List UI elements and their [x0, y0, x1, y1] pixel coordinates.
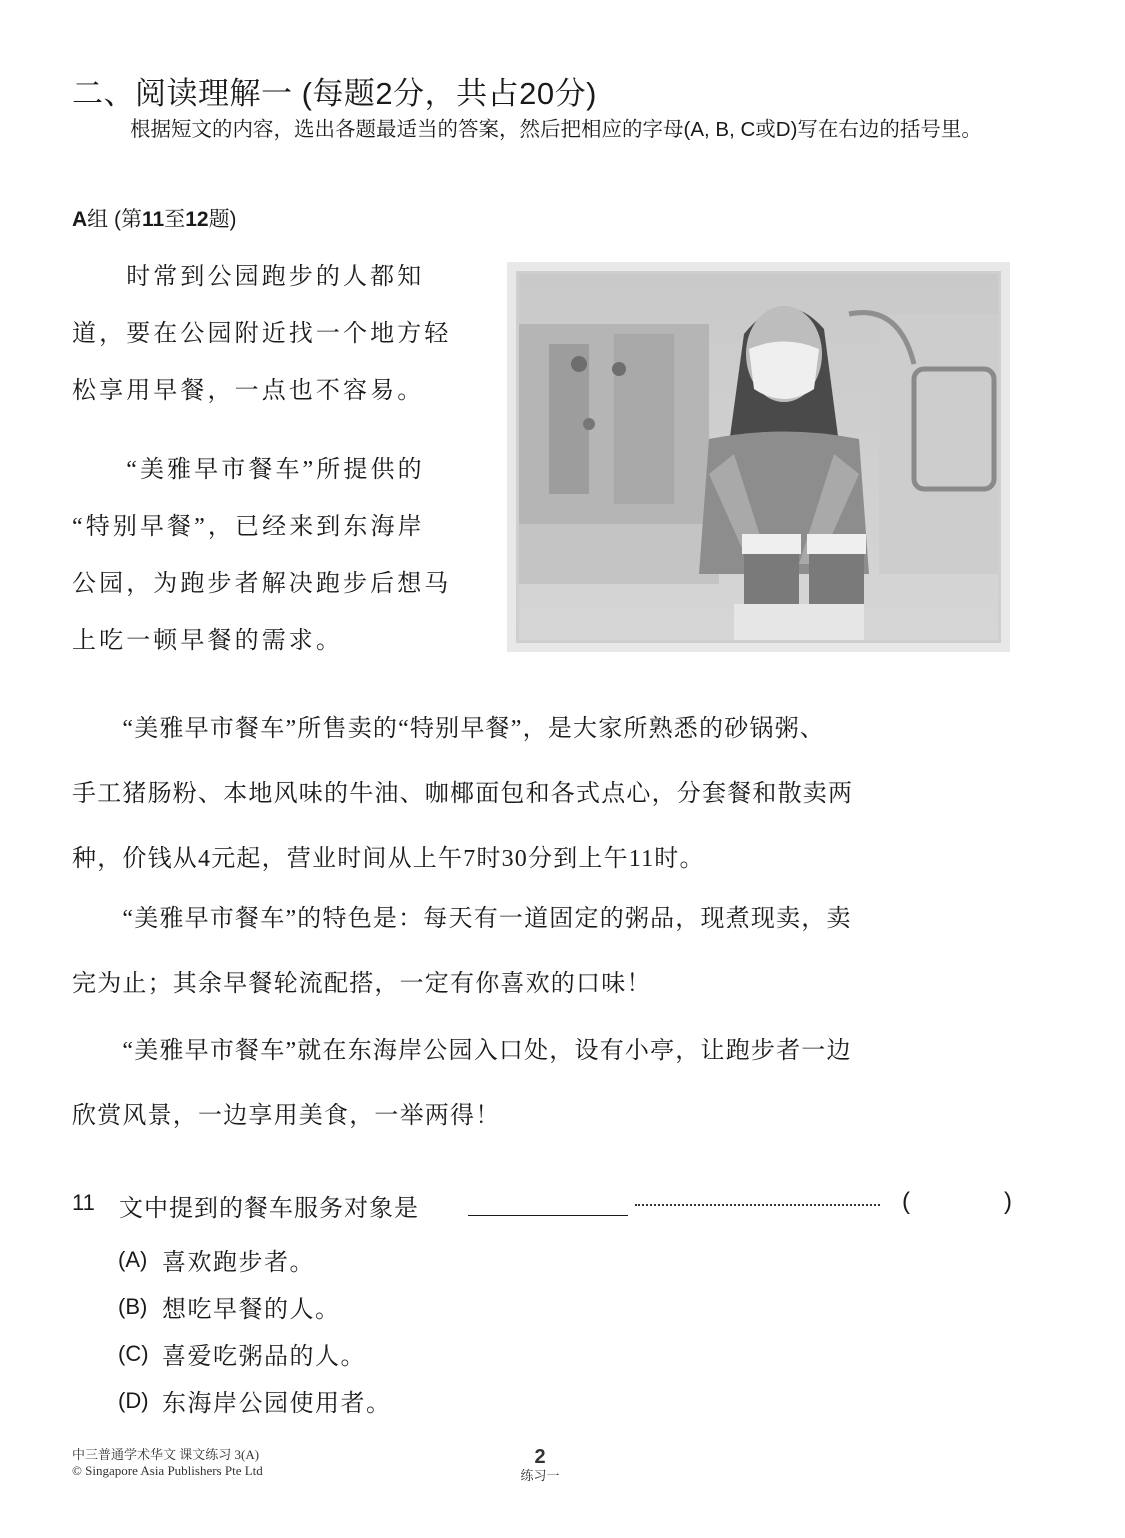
passage-line: “美雅早市餐车”所提供的: [72, 457, 425, 483]
question-11: [72, 1186, 1022, 1226]
group-title: [72, 203, 237, 233]
woman-with-coffee-cups-illustration: [519, 274, 998, 640]
bracket-close: ): [1004, 1188, 1012, 1215]
book-title: 中三普通学术华文 课文练习 3(A): [72, 1447, 260, 1462]
passage-line: 完为止；其余早餐轮流配搭，一定有你喜欢的口味！: [72, 971, 652, 997]
option-letter: (D): [118, 1387, 149, 1413]
passage-paragraph-5: [72, 1034, 1022, 1164]
option-a[interactable]: [118, 1236, 392, 1283]
group-label-mid: 组 (第: [87, 208, 142, 231]
passage-line: 上吃一顿早餐的需求。: [72, 628, 343, 654]
passage-line: “美雅早市餐车”的特色是：每天有一道固定的粥品，现煮现卖，卖: [72, 906, 852, 932]
passage-line: “特别早餐”，已经来到东海岸: [72, 514, 425, 540]
section-title: 二、阅读理解一 (每题2分，共占20分): [72, 76, 597, 111]
dotted-leader: [635, 1204, 880, 1206]
passage-line: 手工猪肠粉、本地风味的牛油、咖椰面包和各式点心，分套餐和散卖两: [72, 781, 854, 807]
footer-publisher-info: [72, 1447, 263, 1479]
option-text: 东海岸公园使用者。: [162, 1391, 392, 1417]
food-truck-photo: [507, 262, 1010, 652]
option-c[interactable]: [118, 1330, 392, 1377]
exercise-label: 练习一: [520, 1468, 560, 1483]
passage-line: 公园，为跑步者解决跑步后想马: [72, 571, 452, 597]
option-d[interactable]: [118, 1377, 392, 1424]
group-label-suffix: 题): [208, 208, 237, 231]
question-number: 11: [72, 1190, 95, 1215]
option-letter: (A): [118, 1246, 148, 1272]
bracket-open: (: [902, 1188, 910, 1215]
page-number: 2: [534, 1446, 546, 1468]
passage-paragraph-2: [72, 453, 497, 681]
option-text: 喜爱吃粥品的人。: [162, 1344, 366, 1370]
passage-line: “美雅早市餐车”就在东海岸公园入口处，设有小亭，让跑步者一边: [72, 1038, 852, 1064]
group-letter: A: [72, 208, 88, 231]
passage-line: “美雅早市餐车”所售卖的“特别早餐”，是大家所熟悉的砂锅粥、: [72, 716, 826, 742]
passage-line: 松享用早餐，一点也不容易。: [72, 378, 425, 404]
group-q-start: 11: [142, 208, 165, 231]
passage-line: 欣赏风景，一边享用美食，一举两得！: [72, 1103, 501, 1129]
passage-line: 时常到公园跑步的人都知: [72, 264, 425, 290]
passage-paragraph-3: [72, 712, 1022, 907]
option-letter: (C): [118, 1340, 149, 1366]
group-q-end: 12: [185, 208, 209, 231]
option-text: 喜欢跑步者。: [162, 1250, 315, 1276]
group-label-to: 至: [164, 208, 186, 231]
fill-in-blank-line: [468, 1215, 628, 1216]
passage-line: 道，要在公园附近找一个地方轻: [72, 321, 452, 347]
passage-paragraph-4: [72, 902, 1022, 1032]
copyright: © Singapore Asia Publishers Pte Ltd: [72, 1463, 263, 1478]
passage-line: 种，价钱从4元起，营业时间从上午7时30分到上午11时。: [72, 846, 705, 872]
option-text: 想吃早餐的人。: [162, 1297, 341, 1323]
instructions: 根据短文的内容，选出各题最适当的答案，然后把相应的字母(A, B, C或D)写在右边的括号里。: [130, 118, 982, 141]
option-b[interactable]: [118, 1283, 392, 1330]
question-text: 文中提到的餐车服务对象是: [119, 1196, 419, 1222]
option-letter: (B): [118, 1293, 148, 1319]
passage-paragraph-1: [72, 260, 497, 431]
answer-options: [118, 1236, 392, 1424]
footer-page-info: [510, 1446, 570, 1484]
